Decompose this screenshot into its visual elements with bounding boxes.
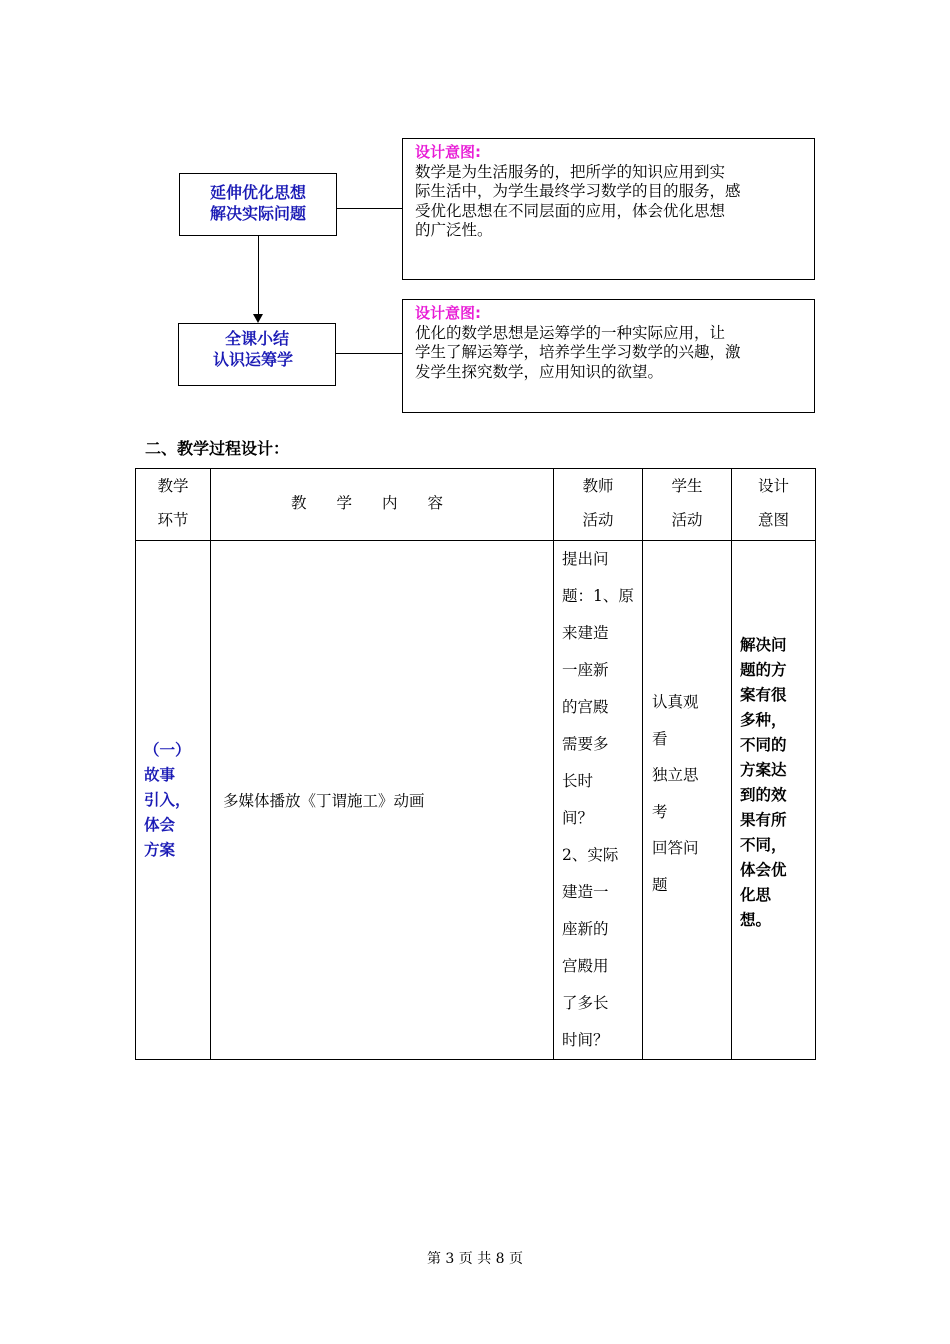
teacher-line: 的宫殿 [562,698,609,716]
header-teacher-line: 教师 [582,477,614,495]
header-student-line: 学生 [671,477,703,495]
header-stage-line: 教学 [157,477,189,495]
intent2-line: 优化的数学思想是运筹学的一种实际应用，让 [415,323,726,342]
teacher-line: 需要多 [562,735,609,753]
cell-stage [136,541,211,1060]
stage-line: 故事 [144,765,176,784]
student-line: 认真观 [652,693,699,711]
intent-line: 化思 [740,886,772,904]
header-content: 教学内容 [211,469,554,541]
intent-line: 多种， [740,711,787,729]
header-intent [732,469,816,541]
student-line: 回答问 [652,839,699,857]
intent-line: 不同， [740,836,787,854]
teacher-line: 提出问 [562,550,609,568]
teacher-line: 了多长 [562,994,609,1012]
teacher-line: 座新的 [562,920,609,938]
flow-box-extend-line1: 延伸优化思想 [209,183,306,202]
design-intent-box-2 [402,299,815,413]
cell-content [211,541,554,1060]
intent1-line: 数学是为生活服务的，把所学的知识应用到实 [415,162,726,181]
header-teacher [554,469,643,541]
stage-line: 引入， [144,790,191,809]
teacher-line: 建造一 [562,883,609,901]
intent-line: 方案达 [740,761,787,779]
teacher-line: 来建造 [562,624,609,642]
student-line: 题 [652,875,668,894]
intent-line: 体会优 [740,861,787,879]
cell-student [643,541,732,1060]
header-intent-line: 意图 [757,511,789,529]
table-header-row [136,469,816,541]
intent-line: 不同的 [740,736,787,754]
header-stage-line: 环节 [157,511,189,529]
teaching-process-table [135,468,816,1060]
teacher-line: 长时 [562,772,594,790]
design-intent-box-1 [402,138,815,280]
flow-box-summary-line1: 全课小结 [224,329,289,348]
flow-arrow-line [258,236,259,316]
teacher-line: 时间？ [562,1031,609,1049]
content-text: 多媒体播放《丁谓施工》动画 [223,792,425,810]
teacher-line: 2、实际 [562,846,619,864]
connector-1 [337,208,403,209]
intent-line: 题的方 [740,661,787,679]
cell-intent [732,541,816,1060]
header-stage [136,469,211,541]
design-intent-text-2 [415,324,802,383]
intent-line: 到的效 [740,786,787,804]
student-line: 考 [652,802,668,821]
intent-line: 果有所 [740,811,787,829]
intent1-line: 际生活中，为学生最终学习数学的目的服务，感 [415,182,741,200]
flow-arrow-head [253,314,263,323]
header-intent-line: 设计 [757,477,789,495]
teacher-line: 题：1、原 [562,587,634,605]
design-intent-title-1: 设计意图: [415,143,481,161]
intent1-line: 受优化思想在不同层面的应用，体会优化思想 [415,201,726,220]
connector-2 [336,353,403,354]
stage-line: 方案 [144,840,176,859]
teacher-line: 间？ [562,809,594,827]
intent2-line: 发学生探究数学，应用知识的欲望。 [415,362,664,381]
design-intent-title-2: 设计意图: [415,304,481,322]
stage-line: （一） [144,740,191,759]
table-row [136,541,816,1060]
intent-line: 解决问 [740,636,787,654]
header-student-line: 活动 [671,511,703,529]
intent-line: 想。 [740,911,772,929]
page-footer: 第 3 页 共 8 页 [426,1251,524,1267]
intent2-line: 学生了解运筹学，培养学生学习数学的兴趣，激 [415,343,741,361]
flow-box-summary [178,323,336,386]
flow-box-extend [179,173,337,236]
student-line: 独立思 [652,766,699,784]
intent-line: 案有很 [740,686,787,704]
flow-box-extend-line2: 解决实际问题 [209,204,306,223]
intent1-line: 的广泛性。 [415,221,493,239]
teacher-line: 一座新 [562,661,609,679]
flow-box-summary-line2: 认识运筹学 [212,350,293,369]
header-teacher-line: 活动 [582,511,614,529]
design-intent-text-1 [415,163,802,241]
student-line: 看 [652,729,668,748]
stage-line: 体会 [144,815,176,834]
teacher-line: 宫殿用 [562,957,609,975]
header-student [643,469,732,541]
section-title: 二、教学过程设计： [145,439,290,458]
cell-teacher [554,541,643,1060]
